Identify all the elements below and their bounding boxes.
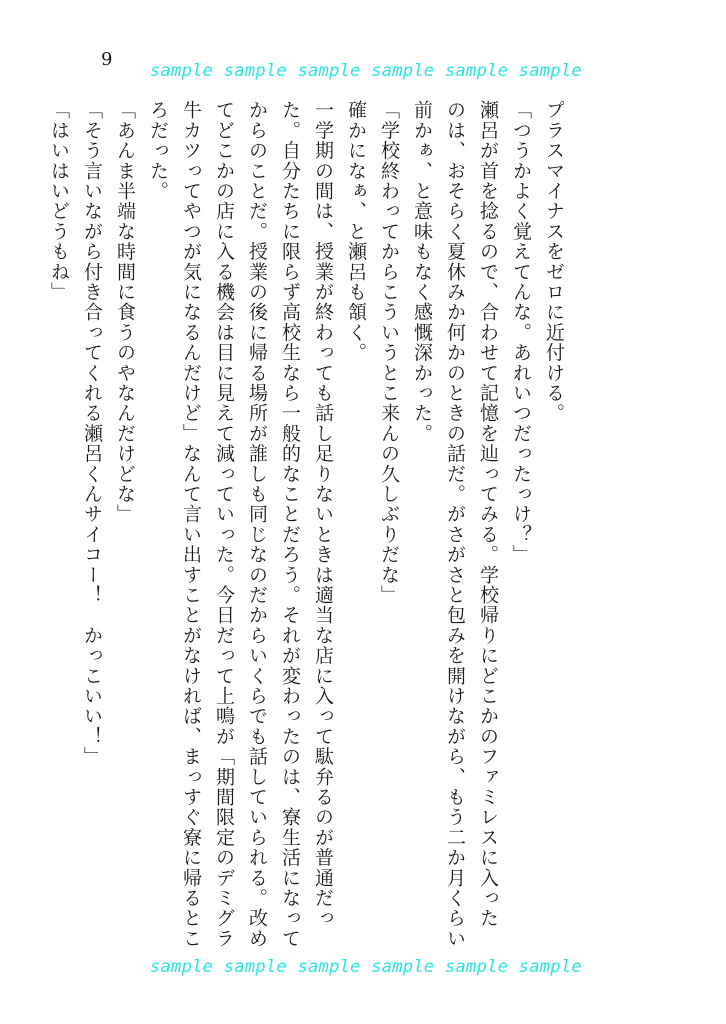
sample-watermark-bottom: sample sample sample sample sample sample [150,957,582,977]
text-line: 「そう言いながら付き合ってくれる瀬呂くんサイコー！ かっこいい！」 [81,100,103,767]
text-line: プラスマイナスをゼロに近付ける。 [543,100,565,424]
sample-watermark-top: sample sample sample sample sample sample [150,61,582,81]
novel-body-text [48,100,570,949]
text-line: ろだった。 [147,100,169,201]
text-line: 「あんま半端な時間に食うのやなんだけどな」 [114,100,136,525]
text-line: からのことだ。授業の後に帰る場所が誰しも同じなのだからいくらでも話していられる。改め [246,100,268,949]
text-line: 牛カツってやつが気になるんだけど」なんて言い出すことがなければ、まっすぐ寮に帰るとこ [180,100,202,949]
text-line: 「つうかよく覚えてんな。あれいつだったっけ？」 [510,100,532,565]
text-line: 瀬呂が首を捻るので、合わせて記憶を辿ってみる。学校帰りにどこかのファミレスに入った [477,100,499,929]
text-line: 「はいはいどうもね」 [48,100,70,302]
text-line: 確かになぁ、と瀬呂も頷く。 [345,100,367,363]
text-line: 一学期の間は、授業が終わっても話し足りないときは適当な店に入って駄弁るのが普通だっ [312,100,334,929]
text-line: のは、おそらく夏休みか何かのときの話だ。がさがさと包みを開けながら、もう二か月くらい [444,100,466,949]
page-number: 9 [101,49,113,70]
text-line: 「学校終わってからこういうとこ来んの久しぶりだな」 [378,100,400,605]
text-line: てどこかの店に入る機会は目に見えて減っていった。今日だって上鳴が「期間限定のデミグラ [213,100,235,949]
text-line: 前かぁ、と意味もなく感慨深かった。 [411,100,433,444]
text-line: た。自分たちに限らず高校生なら一般的なことだろう。それが変わったのは、寮生活になって [279,100,301,949]
